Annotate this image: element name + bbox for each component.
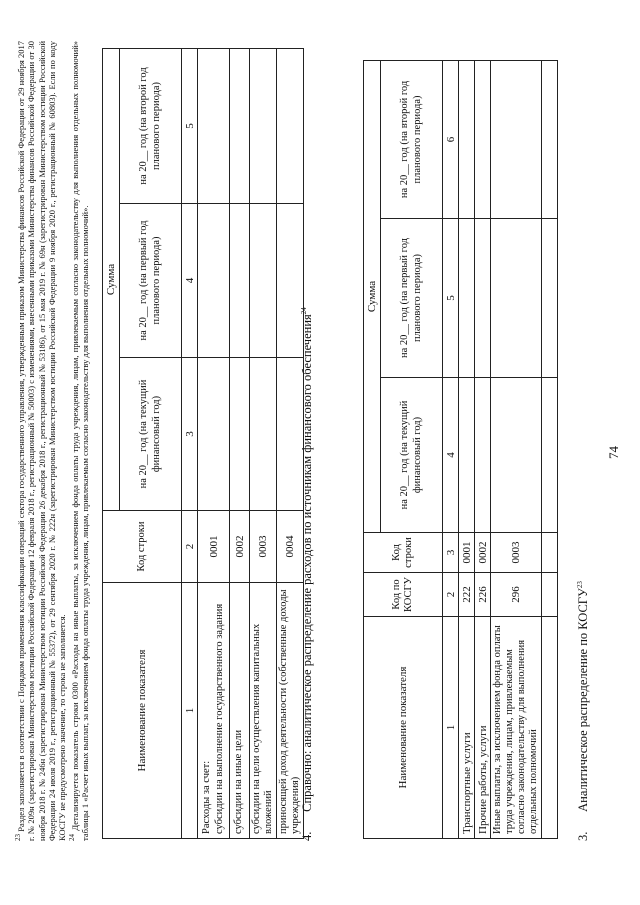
col-year1-header: на 20__ год (на текущий финансовый год) [381, 378, 443, 533]
row-name [198, 583, 230, 839]
row-value-cell [277, 358, 304, 511]
row-value-cell [475, 219, 491, 378]
row-name: приносящей доход деятельности (собственные доходы учреждения) [277, 583, 304, 839]
row-value-cell [250, 48, 277, 203]
row-code: 0003 [491, 533, 542, 573]
col-year3-header: на 20__ год (на второй год планового периода) [381, 60, 443, 218]
table-row [230, 48, 250, 838]
col-number: 4 [182, 204, 198, 358]
table-row [277, 48, 304, 838]
row-name: Транспортные услуги [459, 617, 475, 839]
row-code: 0002 [475, 533, 491, 573]
section-4-footnote-mark: 24 [300, 307, 308, 315]
col-number: 5 [443, 219, 459, 378]
col-number: 5 [182, 48, 198, 203]
section-3-title: Аналитическое распределение по КОСГУ [576, 588, 591, 812]
col-kosgu-header: Код по КОСГУ [364, 573, 443, 617]
row-value-cell [491, 219, 542, 378]
table-row [459, 60, 475, 838]
row-code: 0004 [277, 511, 304, 583]
sum-group-header: Сумма [103, 48, 120, 510]
kosgu-table [363, 60, 558, 839]
row-name-line: субсидии на выполнение государственного задания [213, 603, 225, 834]
sum-group-header: Сумма [364, 60, 381, 532]
col-code-header: Код строки [103, 511, 182, 583]
row-code: 0001 [459, 533, 475, 573]
row-value-cell [542, 378, 558, 533]
col-name-header: Наименование показателя [364, 617, 443, 839]
row-value-cell [230, 358, 250, 511]
row-name: субсидии на иные цели [230, 583, 250, 839]
section-3-heading [576, 581, 591, 841]
row-value-cell [459, 219, 475, 378]
row-name [542, 617, 558, 839]
row-value-cell [459, 378, 475, 533]
row-value-cell [250, 358, 277, 511]
col-number: 3 [443, 533, 459, 573]
col-number: 2 [443, 573, 459, 617]
footnote-text: Детализируется показатель строки 0300 «Расходы на иные выплаты, за исключением фонда оплаты труда учреждения, лицам, привлекаемым согласно законодательству для выполнения отдельных полномочий» таблицы 1 «Расчет иных выплат, за исключением фонда оплаты труда учреждения, лицам, привлекаемым согласно законодательству для выполнения отдельных полномочий». [69, 41, 90, 841]
table-row [250, 48, 277, 838]
section-3-footnote-mark: 23 [576, 581, 584, 589]
page-number: 74 [606, 446, 621, 459]
row-value-cell [250, 204, 277, 358]
row-code: 0001 [198, 511, 230, 583]
row-value-cell [198, 358, 230, 511]
row-value-cell [277, 48, 304, 203]
row-kosgu [542, 573, 558, 617]
row-name: Иные выплаты, за исключением фонда оплаты труда учреждения, лицам, привлекаемым согласно законодательству для выполнения отдельных полномочий [491, 617, 542, 839]
row-value-cell [542, 219, 558, 378]
col-year2-header: на 20__ год (на первый год планового периода) [381, 219, 443, 378]
row-code: 0003 [250, 511, 277, 583]
row-value-cell [459, 60, 475, 218]
section-3-number: 3. [576, 831, 591, 841]
col-number: 4 [443, 378, 459, 533]
row-value-cell [475, 60, 491, 218]
row-kosgu: 226 [475, 573, 491, 617]
row-value-cell [230, 48, 250, 203]
col-number: 2 [182, 511, 198, 583]
col-year1-header: на 20__ год (на текущий финансовый год) [120, 358, 182, 511]
footnotes [14, 41, 90, 841]
row-value-cell [277, 204, 304, 358]
col-code-header: Код строки [364, 533, 443, 573]
table-row [475, 60, 491, 838]
col-number: 1 [182, 583, 198, 839]
footnote-23 [14, 41, 68, 841]
table-row [491, 60, 542, 838]
footnote-24 [68, 41, 91, 841]
row-code [542, 533, 558, 573]
row-value-cell [198, 48, 230, 203]
row-value-cell [491, 60, 542, 218]
section-4-number: 4. [300, 831, 315, 841]
row-name: субсидии на цели осуществления капитальных вложений [250, 583, 277, 839]
col-number: 6 [443, 60, 459, 218]
footnote-mark: 23 [14, 834, 22, 841]
row-name-line: Расходы за счет: [201, 760, 213, 834]
funding-sources-table [102, 48, 304, 839]
row-value-cell [491, 378, 542, 533]
row-value-cell [475, 378, 491, 533]
col-year3-header: на 20__ год (на второй год планового периода) [120, 48, 182, 203]
table-row [542, 60, 558, 838]
col-name-header: Наименование показателя [103, 583, 182, 839]
row-kosgu: 296 [491, 573, 542, 617]
row-kosgu: 222 [459, 573, 475, 617]
footnote-text: Раздел заполняется в соответствии с Порядком применения классификации операций сектора государственного управления, утвержденным приказом Министерства финансов Российской Федерации от 29 ноября 2017 г. № 209н (зарегистрирован Министерством юстиции Российской Федерации 12 февраля 2018 г., регистрационный № 50003) с изменениями, внесенными приказами Министерства финансов Российской Федерации от 30 ноября 2018 г. № 246н (зарегистрирован Министерством юстиции Российской Федерации 26 декабря 2018 г., регистрационный № 53186), от 15 мая 2019 г. № 69н (зарегистрирован Министерством юстиции Российской Федерации 24 июля 2019 г., регистрационный № 55372), от 29 сентября 2020 г. № 222н (зарегистрирован Министерством юстиции Российской Федерации 9 ноября 2020 г., регистрационный № 60803). Если по коду КОСГУ не предусмотрено значение, то строка не заполняется. [15, 41, 68, 841]
table-row [198, 48, 230, 838]
row-value-cell [230, 204, 250, 358]
row-code: 0002 [230, 511, 250, 583]
row-name: Прочие работы, услуги [475, 617, 491, 839]
col-year2-header: на 20__ год (на первый год планового периода) [120, 204, 182, 358]
col-number: 1 [443, 617, 459, 839]
row-value-cell [542, 60, 558, 218]
col-number: 3 [182, 358, 198, 511]
footnote-mark: 24 [67, 834, 76, 841]
section-4-title: Справочно: аналитическое распределение расходов по источникам финансового обеспечения [300, 314, 315, 812]
row-value-cell [198, 204, 230, 358]
